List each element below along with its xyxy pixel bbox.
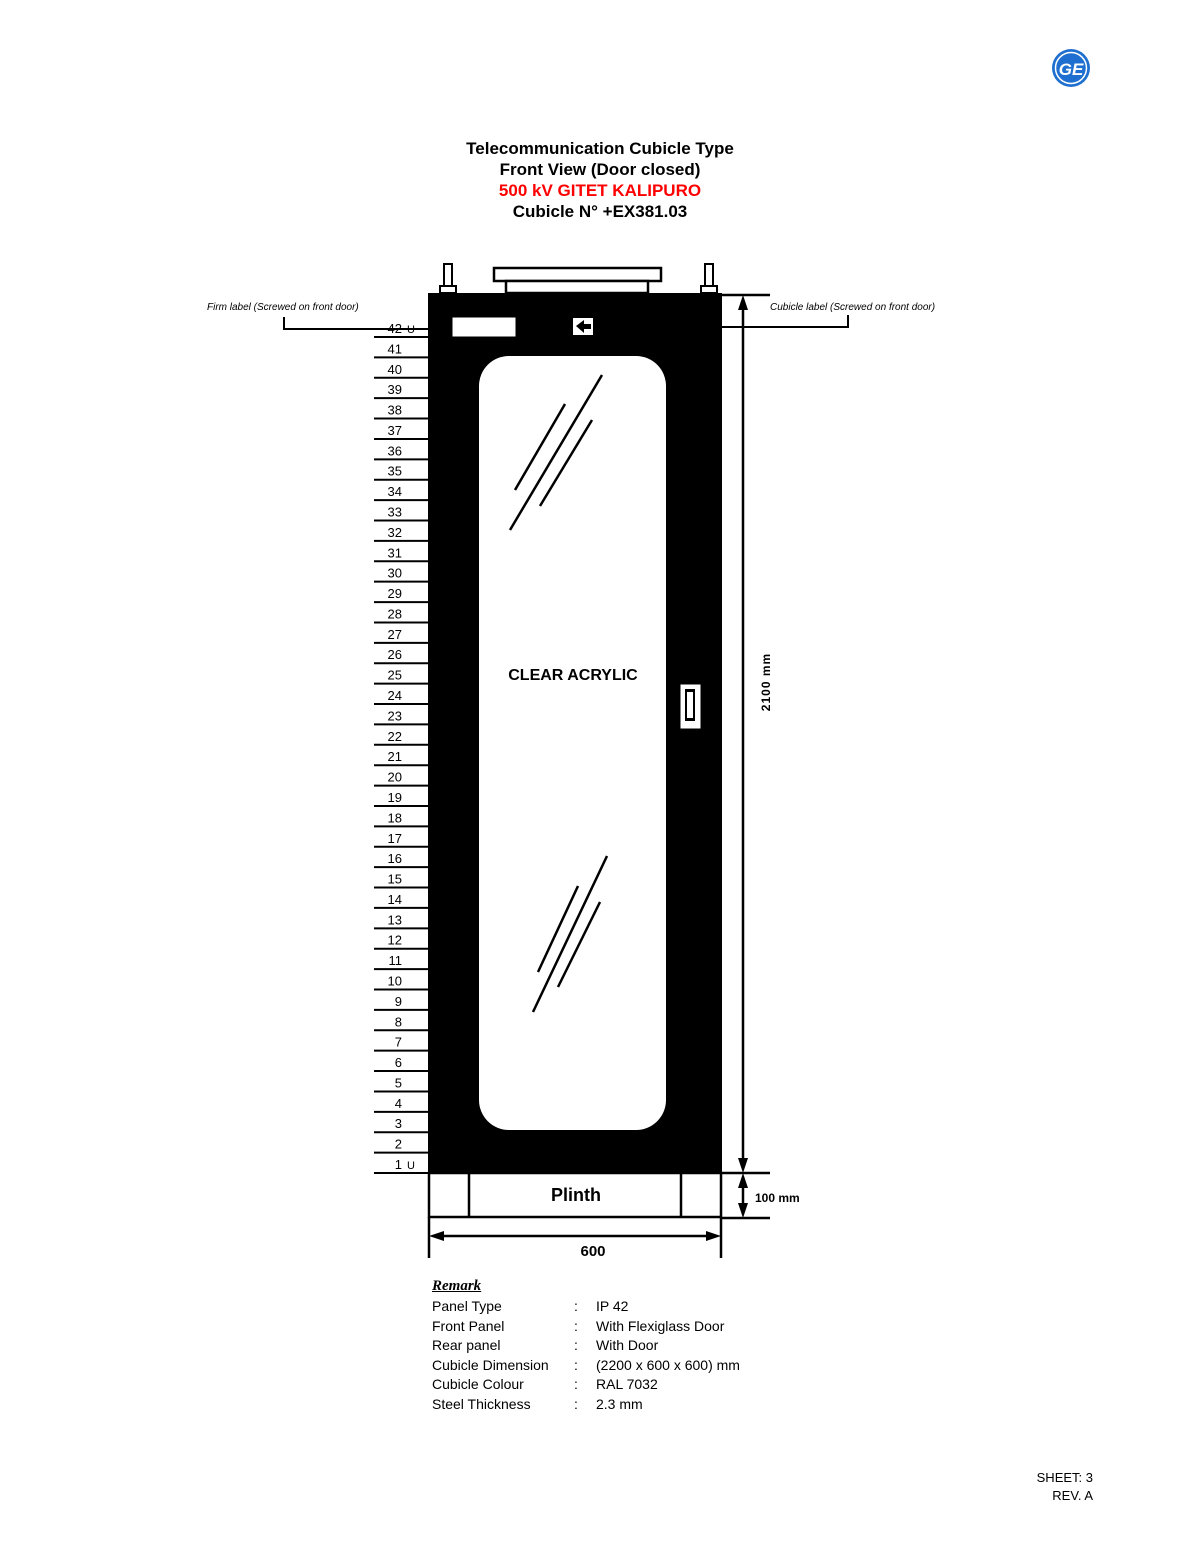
rack-unit-suffix: U xyxy=(407,1160,415,1172)
rack-unit-label: 9 xyxy=(394,993,402,1009)
firm-label-plate xyxy=(452,317,516,337)
rack-unit-label: 38 xyxy=(387,402,402,418)
plinth-label: Plinth xyxy=(551,1185,601,1205)
remark-title: Remark xyxy=(432,1278,482,1294)
rack-unit-label: 2 xyxy=(394,1136,402,1152)
firm-label-callout: Firm label (Screwed on front door) xyxy=(207,302,359,313)
remark-colon: : xyxy=(574,1395,578,1412)
rack-unit-label: 27 xyxy=(387,626,402,642)
rack-unit-label: 11 xyxy=(388,953,402,969)
rack-unit-label: 22 xyxy=(387,728,402,744)
remark-row xyxy=(432,1317,740,1337)
rack-unit-scale xyxy=(374,321,428,1173)
rack-unit-label: 12 xyxy=(387,932,402,948)
remark-row xyxy=(432,1336,740,1356)
rack-unit-label: 20 xyxy=(387,769,402,785)
cubicle-label-callout: Cubicle label (Screwed on front door) xyxy=(770,302,936,313)
rack-unit-label: 5 xyxy=(394,1075,402,1091)
remark-value: RAL 7032 xyxy=(596,1376,658,1392)
remark-colon: : xyxy=(574,1317,578,1334)
height-dimension-label: 2100 mm xyxy=(759,652,773,712)
sheet-footer xyxy=(1037,1469,1093,1505)
rack-unit-label: 28 xyxy=(387,606,402,622)
remark-colon: : xyxy=(574,1356,578,1373)
remark-value: With Door xyxy=(596,1337,659,1353)
firm-label-leader xyxy=(284,317,452,329)
rack-unit-label: 41 xyxy=(387,341,402,357)
rack-unit-label: 19 xyxy=(387,789,402,805)
remark-row xyxy=(432,1395,740,1415)
title-line-1: Telecommunication Cubicle Type xyxy=(466,139,734,158)
rack-unit-label: 21 xyxy=(387,749,402,765)
remark-row xyxy=(432,1375,740,1395)
ge-logo xyxy=(1052,49,1090,87)
width-dimension xyxy=(429,1217,721,1258)
title-line-2: Front View (Door closed) xyxy=(499,160,701,179)
rack-unit-label: 30 xyxy=(387,565,402,581)
remark-value: (2200 x 600 x 600) mm xyxy=(596,1356,740,1373)
rack-unit-label: 6 xyxy=(394,1055,402,1071)
cubicle-label-plate xyxy=(573,318,593,335)
rack-unit-label: 25 xyxy=(387,667,402,683)
remark-colon: : xyxy=(574,1298,578,1314)
sheet-number: SHEET: 3 xyxy=(1036,1470,1093,1485)
rack-unit-label: 17 xyxy=(387,830,402,846)
remark-value: With Flexiglass Door xyxy=(596,1317,725,1334)
rack-unit-label: 3 xyxy=(394,1116,402,1132)
rack-unit-label: 8 xyxy=(394,1014,402,1030)
revision: REV. A xyxy=(1052,1488,1093,1503)
rack-unit-label: 16 xyxy=(387,851,402,867)
rack-unit-label: 33 xyxy=(387,504,402,520)
ge-logo-text: GE xyxy=(1058,60,1084,79)
rack-unit-label: 32 xyxy=(387,524,402,540)
rack-unit-label: 34 xyxy=(387,484,402,500)
remark-colon: : xyxy=(574,1337,578,1353)
rack-unit-label: 4 xyxy=(394,1095,402,1111)
rack-unit-label: 40 xyxy=(387,361,402,377)
remark-row xyxy=(432,1356,740,1376)
rack-unit-label: 35 xyxy=(387,463,402,479)
clear-acrylic-label: CLEAR ACRYLIC xyxy=(508,667,638,684)
remark-key: Rear panel xyxy=(432,1337,501,1353)
remark-value: 2.3 mm xyxy=(596,1395,643,1412)
title-line-3: 500 kV GITET KALIPURO xyxy=(498,181,702,200)
title-line-4: Cubicle N° +EX381.03 xyxy=(512,202,688,221)
remark-key: Steel Thickness xyxy=(432,1395,531,1412)
remark-row xyxy=(432,1297,740,1317)
rack-unit-label: 39 xyxy=(387,382,402,398)
door-handle xyxy=(680,684,701,729)
remark-key: Front Panel xyxy=(432,1317,505,1334)
width-dimension-label: 600 xyxy=(580,1243,606,1260)
remark-key: Cubicle Colour xyxy=(432,1376,524,1392)
remark-key: Cubicle Dimension xyxy=(432,1356,549,1373)
rack-unit-label: 37 xyxy=(387,422,402,438)
rack-unit-label: 31 xyxy=(387,545,402,561)
rack-unit-label: 13 xyxy=(387,912,402,928)
height-dimension xyxy=(722,295,770,1218)
rack-unit-label: 36 xyxy=(387,443,402,459)
acrylic-window xyxy=(479,356,666,1130)
rack-unit-label: 29 xyxy=(387,586,402,602)
remark-table xyxy=(432,1278,740,1414)
cubicle-top-hardware xyxy=(440,264,717,293)
remark-value: IP 42 xyxy=(596,1298,629,1314)
remark-key: Panel Type xyxy=(432,1298,502,1314)
rack-unit-suffix: U xyxy=(407,324,415,336)
rack-unit-label: 42 xyxy=(387,321,402,336)
rack-unit-label: 24 xyxy=(387,688,402,704)
remark-colon: : xyxy=(574,1376,578,1392)
rack-unit-label: 7 xyxy=(394,1034,402,1050)
title-block xyxy=(0,138,1200,222)
rack-unit-label: 1 xyxy=(394,1157,402,1172)
rack-unit-label: 15 xyxy=(387,871,402,887)
rack-unit-label: 26 xyxy=(387,647,402,663)
rack-unit-label: 23 xyxy=(387,708,402,724)
plinth-dimension-label: 100 mm xyxy=(755,1191,800,1205)
rack-unit-label: 18 xyxy=(387,810,402,826)
rack-unit-label: 14 xyxy=(387,891,402,907)
rack-unit-label: 10 xyxy=(387,973,402,989)
